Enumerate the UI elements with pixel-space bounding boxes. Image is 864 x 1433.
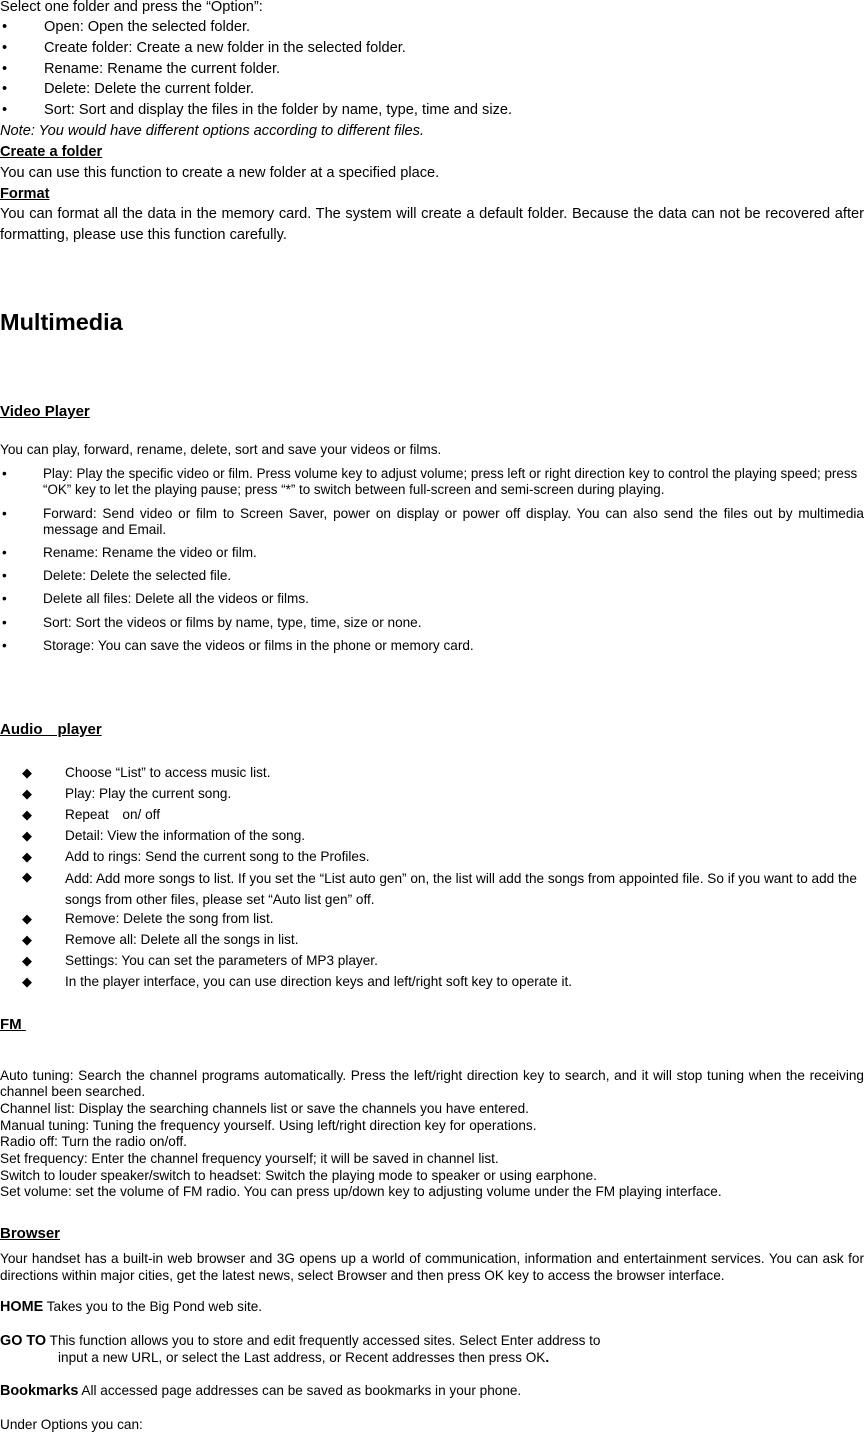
fm-line: Channel list: Display the searching channels list or save the channels you have entered. xyxy=(0,1101,529,1116)
note: Note: You would have different options according to different files. xyxy=(0,123,425,139)
create-folder-heading: Create a folder xyxy=(0,144,103,160)
create-folder-description: You can use this function to create a new folder at a specified place. xyxy=(0,163,864,184)
diamond-bullet-icon: ◆ xyxy=(22,911,32,926)
video-player-heading: Video Player xyxy=(0,403,90,420)
audio-player-heading: Audio player xyxy=(0,721,102,738)
bullet-icon: • xyxy=(2,568,7,583)
home-item xyxy=(0,1299,864,1315)
fm-line: Set frequency: Enter the channel frequency yourself; it will be saved in channel list. xyxy=(0,1151,499,1166)
diamond-bullet-icon: ◆ xyxy=(22,849,32,864)
diamond-bullet-icon: ◆ xyxy=(22,869,32,884)
list-item: • Create folder: Create a new folder in the selected folder. xyxy=(0,38,864,59)
goto-text: This function allows you to store and edit frequently accessed sites. Select Enter address to xyxy=(49,1333,601,1348)
list-item: • Sort: Sort and display the files in the folder by name, type, time and size. xyxy=(0,100,864,121)
goto-text-continued: input a new URL, or select the Last address, or Recent addresses then press OK. xyxy=(58,1350,550,1365)
goto-label: GO TO xyxy=(0,1333,47,1349)
video-intro: You can play, forward, rename, delete, sort and save your videos or films. xyxy=(0,442,442,457)
page-title: Multimedia xyxy=(0,309,123,335)
fm-line: Radio off: Turn the radio on/off. xyxy=(0,1134,187,1149)
options-line: Under Options you can: xyxy=(0,1417,143,1432)
fm-line: Switch to louder speaker/switch to headset: Switch the playing mode to speaker or using earphone. xyxy=(0,1168,597,1183)
fm-heading: FM xyxy=(0,1016,22,1033)
bookmarks-text: All accessed page addresses can be saved as bookmarks in your phone. xyxy=(81,1383,522,1398)
diamond-bullet-icon: ◆ xyxy=(22,932,32,947)
home-label: HOME xyxy=(0,1299,44,1315)
bullet-icon: • xyxy=(2,545,7,560)
bullet-icon: • xyxy=(2,81,8,97)
bookmarks-item xyxy=(0,1383,864,1399)
bullet-icon: • xyxy=(2,506,7,521)
diamond-bullet-icon: ◆ xyxy=(22,807,32,822)
list-item: • Rename: Rename the current folder. xyxy=(0,59,864,80)
diamond-bullet-icon: ◆ xyxy=(22,953,32,968)
diamond-bullet-icon: ◆ xyxy=(22,786,32,801)
bullet-icon: • xyxy=(2,61,8,77)
goto-item xyxy=(0,1333,864,1349)
browser-heading: Browser xyxy=(0,1225,61,1242)
diamond-bullet-icon: ◆ xyxy=(22,828,32,843)
bullet-icon: • xyxy=(2,19,8,35)
home-text: Takes you to the Big Pond web site. xyxy=(46,1299,263,1314)
bullet-icon: • xyxy=(2,638,7,653)
browser-intro: Your handset has a built-in web browser and 3G opens up a world of communication, information and entertainment services. You can ask for directions within major cities, get the latest news, select Browser and then press OK key to access the browser interface. xyxy=(0,1251,864,1283)
bullet-icon: • xyxy=(2,615,7,630)
diamond-bullet-icon: ◆ xyxy=(22,974,32,989)
list-item: • Delete: Delete the current folder. xyxy=(0,79,864,100)
diamond-bullet-icon: ◆ xyxy=(22,765,32,780)
bullet-icon: • xyxy=(2,466,7,481)
bullet-icon: • xyxy=(2,40,8,56)
fm-auto-tuning: Auto tuning: Search the channel programs automatically. Press the left/right direction key to search, and it will stop tuning when the receiving channel been searched. xyxy=(0,1068,864,1099)
fm-line: Manual tuning: Tuning the frequency yourself. Using left/right direction key for operations. xyxy=(0,1118,537,1133)
list-item: • Open: Open the selected folder. xyxy=(0,17,864,38)
fm-line: Set volume: set the volume of FM radio. You can press up/down key to adjusting volume under the FM playing interface. xyxy=(0,1184,722,1199)
bullet-icon: • xyxy=(2,102,8,118)
files-intro: Select one folder and press the “Option”: xyxy=(0,0,263,15)
bullet-icon: • xyxy=(2,591,7,606)
bookmarks-label: Bookmarks xyxy=(0,1383,79,1399)
format-text: You can format all the data in the memory card. The system will create a default folder. Because the data can not be recovered after formatting, please use this function carefully. xyxy=(0,206,864,243)
format-heading: Format xyxy=(0,186,50,202)
